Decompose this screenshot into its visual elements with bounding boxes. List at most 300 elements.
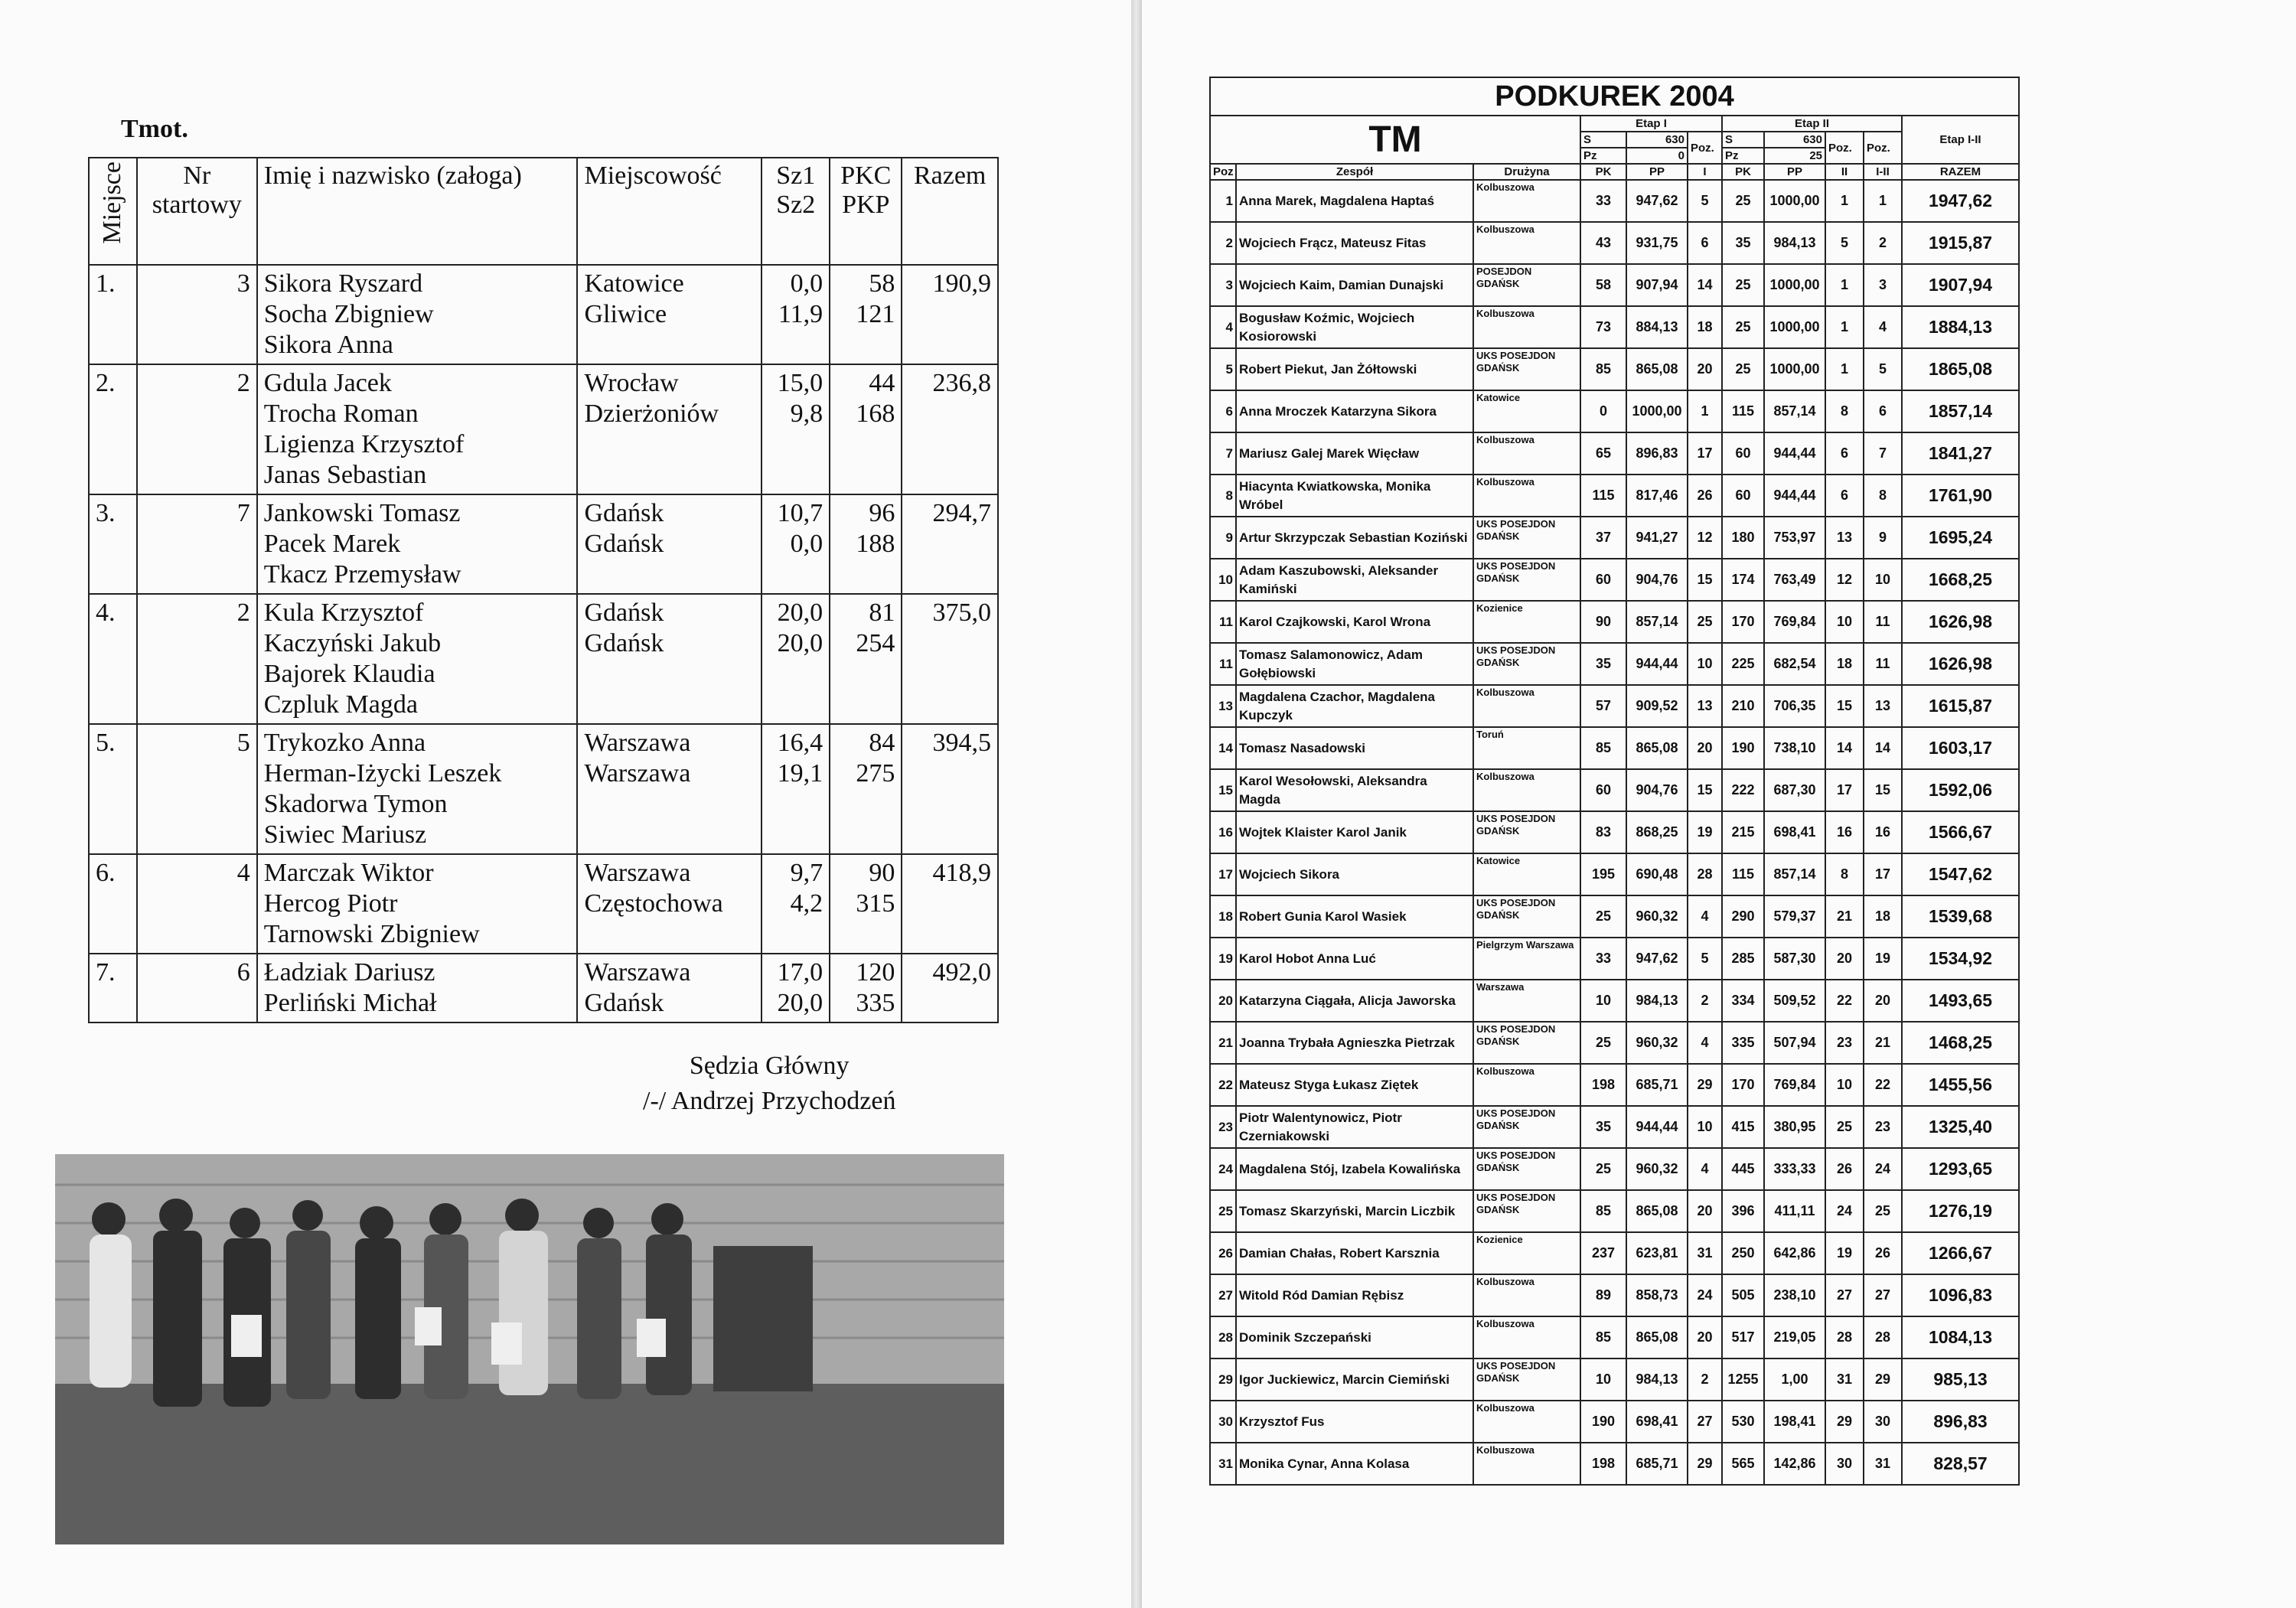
table-row: [1210, 853, 2019, 895]
row-pk: [830, 724, 902, 854]
etap1-header: Etap I: [1580, 116, 1722, 132]
row-pp1: 817,46: [1626, 475, 1688, 517]
row-sz: [762, 954, 830, 1023]
row-poz1: 17: [1688, 432, 1722, 475]
row-pk1: 195: [1580, 853, 1626, 895]
row-pk2: 1255: [1722, 1358, 1764, 1401]
row-names: Wojciech Frącz, Mateusz Fitas: [1236, 222, 1473, 264]
row-pp1: 960,32: [1626, 895, 1688, 938]
row-pk1: 190: [1580, 1401, 1626, 1443]
row-pk1: 43: [1580, 222, 1626, 264]
row-pk1: 60: [1580, 769, 1626, 811]
row-pp1: 947,62: [1626, 938, 1688, 980]
row-names: Mateusz Styga Łukasz Ziętek: [1236, 1064, 1473, 1106]
col-poz2: II: [1825, 164, 1864, 180]
row-pp2: 857,14: [1764, 853, 1825, 895]
row-names-line: Czpluk Magda: [263, 690, 418, 719]
row-sz-line: 11,9: [778, 300, 823, 328]
row-poz1: 6: [1688, 222, 1722, 264]
row-poz1: 14: [1688, 264, 1722, 306]
row-towns: [577, 724, 762, 854]
row-poz2: 20: [1825, 938, 1864, 980]
row-names: Krzysztof Fus: [1236, 1401, 1473, 1443]
table-row: [89, 494, 998, 594]
row-sz-line: 20,0: [777, 989, 823, 1017]
row-razem: 1841,27: [1902, 432, 2019, 475]
row-team: Katowice: [1473, 390, 1580, 432]
row-pk1: 198: [1580, 1064, 1626, 1106]
row-towns-line: Warszawa: [584, 759, 691, 788]
row-pk2: 190: [1722, 727, 1764, 769]
row-poz: 22: [1210, 1064, 1236, 1106]
row-poz2: 8: [1825, 390, 1864, 432]
row-names: Karol Hobot Anna Luć: [1236, 938, 1473, 980]
row-miejsce: 7.: [89, 954, 137, 1023]
row-pk2: 60: [1722, 475, 1764, 517]
row-names: Wojtek Klaister Karol Janik: [1236, 811, 1473, 853]
row-team: Kolbuszowa: [1473, 180, 1580, 222]
table-row: [1210, 306, 2019, 348]
left-table-body: [89, 265, 998, 1023]
table-row: [1210, 1316, 2019, 1358]
row-pp2: 698,41: [1764, 811, 1825, 853]
row-pk2: 445: [1722, 1148, 1764, 1190]
row-razem: 394,5: [902, 724, 998, 854]
row-sz-line: 0,0: [790, 530, 823, 558]
row-sz: [762, 724, 830, 854]
row-razem: 492,0: [902, 954, 998, 1023]
row-razem: 418,9: [902, 854, 998, 954]
row-pp1: 865,08: [1626, 1316, 1688, 1358]
row-pk1: 37: [1580, 517, 1626, 559]
row-poz1: 2: [1688, 980, 1722, 1022]
row-pk2: 115: [1722, 853, 1764, 895]
row-razem: 1626,98: [1902, 601, 2019, 643]
row-team: UKS POSEJDON GDAŃSK: [1473, 559, 1580, 601]
row-towns-line: Częstochowa: [584, 889, 723, 918]
pz1-value: 0: [1626, 148, 1688, 164]
row-pk-line: 121: [856, 300, 895, 328]
row-miejsce: 5.: [89, 724, 137, 854]
podkurek-results-table: [1209, 77, 2020, 1486]
row-pk-line: 275: [856, 759, 895, 788]
row-pk-line: 96: [869, 499, 895, 527]
table-row: [1210, 1064, 2019, 1106]
row-poz: 5: [1210, 348, 1236, 390]
row-sz: [762, 265, 830, 364]
row-names-line: Sikora Anna: [263, 331, 393, 359]
row-names: Piotr Walentynowicz, Piotr Czerniakowski: [1236, 1106, 1473, 1148]
row-names-line: Gdula Jacek: [263, 369, 392, 397]
row-razem: 1534,92: [1902, 938, 2019, 980]
row-pk1: 73: [1580, 306, 1626, 348]
header-miejsce: Miejsce: [89, 158, 137, 265]
row-sz-line: 15,0: [777, 369, 823, 397]
table-row: [1210, 1401, 2019, 1443]
row-razem: 1695,24: [1902, 517, 2019, 559]
tmot-results-table: [88, 157, 999, 1023]
row-team: Kolbuszowa: [1473, 769, 1580, 811]
row-razem: 1266,67: [1902, 1232, 2019, 1274]
row-team: Katowice: [1473, 853, 1580, 895]
row-pp1: 685,71: [1626, 1443, 1688, 1485]
row-poz2: 1: [1825, 306, 1864, 348]
row-pk1: 65: [1580, 432, 1626, 475]
s1-label: S: [1580, 132, 1626, 148]
row-poz: 10: [1210, 559, 1236, 601]
row-poz2: 26: [1825, 1148, 1864, 1190]
table-row: [1210, 559, 2019, 601]
row-poz12: 1: [1864, 180, 1902, 222]
col-poz12: I-II: [1864, 164, 1902, 180]
row-pk1: 85: [1580, 1316, 1626, 1358]
row-poz: 17: [1210, 853, 1236, 895]
row-poz12: 29: [1864, 1358, 1902, 1401]
row-poz12: 6: [1864, 390, 1902, 432]
row-poz12: 31: [1864, 1443, 1902, 1485]
row-poz1: 25: [1688, 601, 1722, 643]
row-names-line: Skadorwa Tymon: [263, 790, 448, 818]
row-towns-line: Gdańsk: [584, 989, 664, 1017]
row-pp2: 1000,00: [1764, 306, 1825, 348]
row-names: Magdalena Stój, Izabela Kowalińska: [1236, 1148, 1473, 1190]
row-pk: [830, 854, 902, 954]
row-poz2: 23: [1825, 1022, 1864, 1064]
row-sz-line: 9,8: [790, 400, 823, 428]
table-row: [1210, 1190, 2019, 1232]
row-team: Kolbuszowa: [1473, 685, 1580, 727]
row-poz2: 18: [1825, 643, 1864, 685]
row-pp2: 984,13: [1764, 222, 1825, 264]
row-pp1: 947,62: [1626, 180, 1688, 222]
row-pp2: 706,35: [1764, 685, 1825, 727]
row-poz2: 1: [1825, 180, 1864, 222]
row-nr: 2: [137, 364, 257, 494]
row-razem: 1547,62: [1902, 853, 2019, 895]
row-pk2: 335: [1722, 1022, 1764, 1064]
row-pk2: 170: [1722, 1064, 1764, 1106]
row-names: Damian Chałas, Robert Karsznia: [1236, 1232, 1473, 1274]
row-sz: [762, 594, 830, 724]
row-team: Kolbuszowa: [1473, 1274, 1580, 1316]
row-names: Robert Piekut, Jan Żółtowski: [1236, 348, 1473, 390]
row-poz: 9: [1210, 517, 1236, 559]
row-towns: [577, 494, 762, 594]
row-pk2: 25: [1722, 180, 1764, 222]
row-pk1: 35: [1580, 643, 1626, 685]
row-pp1: 698,41: [1626, 1401, 1688, 1443]
row-sz-line: 10,7: [777, 499, 823, 527]
row-poz1: 10: [1688, 1106, 1722, 1148]
row-team: Kolbuszowa: [1473, 475, 1580, 517]
row-poz1: 1: [1688, 390, 1722, 432]
row-razem: 1915,87: [1902, 222, 2019, 264]
row-pp2: 687,30: [1764, 769, 1825, 811]
row-pk: [830, 265, 902, 364]
row-pk1: 10: [1580, 1358, 1626, 1401]
row-pp2: 333,33: [1764, 1148, 1825, 1190]
row-pp2: 944,44: [1764, 475, 1825, 517]
row-pk1: 58: [1580, 264, 1626, 306]
table-row: [1210, 264, 2019, 306]
row-poz: 13: [1210, 685, 1236, 727]
row-sz: [762, 494, 830, 594]
row-names: Magdalena Czachor, Magdalena Kupczyk: [1236, 685, 1473, 727]
row-pp1: 896,83: [1626, 432, 1688, 475]
row-razem: 1096,83: [1902, 1274, 2019, 1316]
row-names: Tomasz Skarzyński, Marcin Liczbik: [1236, 1190, 1473, 1232]
row-pk1: 25: [1580, 1148, 1626, 1190]
row-names-line: Ładziak Dariusz: [263, 958, 435, 987]
row-pk1: 83: [1580, 811, 1626, 853]
row-towns-line: Warszawa: [584, 729, 691, 757]
row-names: Wojciech Sikora: [1236, 853, 1473, 895]
row-poz1: 13: [1688, 685, 1722, 727]
row-team: Kolbuszowa: [1473, 1401, 1580, 1443]
row-sz-line: 0,0: [790, 269, 823, 298]
row-pp1: 623,81: [1626, 1232, 1688, 1274]
row-towns-line: Gdańsk: [584, 530, 664, 558]
row-razem: 1493,65: [1902, 980, 2019, 1022]
row-miejsce: 4.: [89, 594, 137, 724]
table-row: [89, 854, 998, 954]
row-poz1: 28: [1688, 853, 1722, 895]
row-pp1: 941,27: [1626, 517, 1688, 559]
row-poz12: 25: [1864, 1190, 1902, 1232]
col-poz1: I: [1688, 164, 1722, 180]
row-miejsce: 6.: [89, 854, 137, 954]
row-pk2: 215: [1722, 811, 1764, 853]
left-table-title: Tmot.: [121, 115, 188, 143]
row-nr: 7: [137, 494, 257, 594]
row-poz2: 29: [1825, 1401, 1864, 1443]
row-names: [257, 494, 578, 594]
row-razem: 1907,94: [1902, 264, 2019, 306]
row-razem: 375,0: [902, 594, 998, 724]
row-names-line: Sikora Ryszard: [263, 269, 423, 298]
row-poz1: 5: [1688, 180, 1722, 222]
row-razem: 1615,87: [1902, 685, 2019, 727]
row-pk2: 334: [1722, 980, 1764, 1022]
row-names: Karol Czajkowski, Karol Wrona: [1236, 601, 1473, 643]
header-razem: Razem: [902, 158, 998, 265]
row-poz12: 13: [1864, 685, 1902, 727]
row-team: Kozienice: [1473, 1232, 1580, 1274]
row-towns-line: Gliwice: [584, 300, 667, 328]
row-pp1: 865,08: [1626, 727, 1688, 769]
table-row: [89, 265, 998, 364]
row-pp2: 198,41: [1764, 1401, 1825, 1443]
row-names: Hiacynta Kwiatkowska, Monika Wróbel: [1236, 475, 1473, 517]
row-pk1: 25: [1580, 895, 1626, 938]
row-team: Kolbuszowa: [1473, 306, 1580, 348]
row-pp1: 907,94: [1626, 264, 1688, 306]
row-team: Warszawa: [1473, 980, 1580, 1022]
row-sz-line: 19,1: [777, 759, 823, 788]
row-names: Anna Mroczek Katarzyna Sikora: [1236, 390, 1473, 432]
row-poz12: 24: [1864, 1148, 1902, 1190]
row-razem: 985,13: [1902, 1358, 2019, 1401]
row-pk2: 250: [1722, 1232, 1764, 1274]
row-poz: 26: [1210, 1232, 1236, 1274]
col-zespol: Zespół: [1236, 164, 1473, 180]
col-druzyna: Drużyna: [1473, 164, 1580, 180]
row-miejsce: 2.: [89, 364, 137, 494]
s1-value: 630: [1626, 132, 1688, 148]
row-team: UKS POSEJDON GDAŃSK: [1473, 1190, 1580, 1232]
row-poz12: 18: [1864, 895, 1902, 938]
row-poz2: 19: [1825, 1232, 1864, 1274]
row-pp1: 865,08: [1626, 348, 1688, 390]
row-pk1: 0: [1580, 390, 1626, 432]
row-poz: 11: [1210, 643, 1236, 685]
row-nr: 6: [137, 954, 257, 1023]
table-row: [1210, 1106, 2019, 1148]
pz1-label: Pz: [1580, 148, 1626, 164]
row-pk1: 85: [1580, 1190, 1626, 1232]
row-pk-line: 254: [856, 629, 895, 657]
row-towns: [577, 364, 762, 494]
row-pp1: 1000,00: [1626, 390, 1688, 432]
row-pp1: 685,71: [1626, 1064, 1688, 1106]
row-poz1: 29: [1688, 1064, 1722, 1106]
row-poz12: 4: [1864, 306, 1902, 348]
row-team: Kolbuszowa: [1473, 222, 1580, 264]
row-poz1: 20: [1688, 348, 1722, 390]
row-poz12: 14: [1864, 727, 1902, 769]
row-pp2: 1,00: [1764, 1358, 1825, 1401]
row-team: UKS POSEJDON GDAŃSK: [1473, 1358, 1580, 1401]
row-poz2: 16: [1825, 811, 1864, 853]
row-pk2: 505: [1722, 1274, 1764, 1316]
table-row: [89, 724, 998, 854]
table-row: [1210, 180, 2019, 222]
row-team: Kolbuszowa: [1473, 1316, 1580, 1358]
row-pk2: 25: [1722, 264, 1764, 306]
row-poz: 4: [1210, 306, 1236, 348]
row-towns-line: Dzierżoniów: [584, 400, 719, 428]
row-poz: 28: [1210, 1316, 1236, 1358]
row-pk-line: 335: [856, 989, 895, 1017]
row-pp2: 1000,00: [1764, 264, 1825, 306]
row-names-line: Hercog Piotr: [263, 889, 398, 918]
header-pk: PKC PKP: [830, 158, 902, 265]
row-poz2: 1: [1825, 264, 1864, 306]
row-pp2: 380,95: [1764, 1106, 1825, 1148]
row-razem: 1865,08: [1902, 348, 2019, 390]
row-team: Kolbuszowa: [1473, 1443, 1580, 1485]
row-pp1: 904,76: [1626, 559, 1688, 601]
row-poz2: 28: [1825, 1316, 1864, 1358]
row-pk: [830, 364, 902, 494]
row-razem: 1293,65: [1902, 1148, 2019, 1190]
col-pp2: PP: [1764, 164, 1825, 180]
row-razem: 1276,19: [1902, 1190, 2019, 1232]
row-names: Wojciech Kaim, Damian Dunajski: [1236, 264, 1473, 306]
row-nr: 5: [137, 724, 257, 854]
row-pp1: 690,48: [1626, 853, 1688, 895]
row-names: Joanna Trybała Agnieszka Pietrzak: [1236, 1022, 1473, 1064]
row-sz-line: 16,4: [777, 729, 823, 757]
table-row: [1210, 980, 2019, 1022]
row-pp2: 238,10: [1764, 1274, 1825, 1316]
row-poz1: 29: [1688, 1443, 1722, 1485]
poz2-label: Poz.: [1825, 132, 1864, 164]
row-pp2: 738,10: [1764, 727, 1825, 769]
row-pk2: 35: [1722, 222, 1764, 264]
row-names: Karol Wesołowski, Aleksandra Magda: [1236, 769, 1473, 811]
row-sz-line: 17,0: [777, 958, 823, 987]
row-names-line: Socha Zbigniew: [263, 300, 434, 328]
row-names: Tomasz Nasadowski: [1236, 727, 1473, 769]
row-razem: 896,83: [1902, 1401, 2019, 1443]
row-poz12: 19: [1864, 938, 1902, 980]
table-row: [89, 954, 998, 1023]
row-miejsce: 1.: [89, 265, 137, 364]
row-miejsce: 3.: [89, 494, 137, 594]
row-names: Mariusz Galej Marek Więcław: [1236, 432, 1473, 475]
row-towns-line: Gdańsk: [584, 629, 664, 657]
row-names-line: Perliński Michał: [263, 989, 437, 1017]
row-pk2: 25: [1722, 348, 1764, 390]
row-poz12: 28: [1864, 1316, 1902, 1358]
row-team: POSEJDON GDAŃSK: [1473, 264, 1580, 306]
row-names-line: Trykozko Anna: [263, 729, 426, 757]
row-poz1: 2: [1688, 1358, 1722, 1401]
row-poz12: 15: [1864, 769, 1902, 811]
podkurek-title: PODKUREK 2004: [1210, 77, 2019, 116]
row-pp1: 984,13: [1626, 1358, 1688, 1401]
row-razem: 1325,40: [1902, 1106, 2019, 1148]
row-razem: 294,7: [902, 494, 998, 594]
poz1-label: Poz.: [1688, 132, 1722, 164]
row-pp1: 960,32: [1626, 1022, 1688, 1064]
table-row: [1210, 727, 2019, 769]
row-pp1: 884,13: [1626, 306, 1688, 348]
row-pk2: 396: [1722, 1190, 1764, 1232]
s2-value: 630: [1764, 132, 1825, 148]
row-names: [257, 724, 578, 854]
row-pp1: 868,25: [1626, 811, 1688, 853]
row-poz: 19: [1210, 938, 1236, 980]
row-poz1: 15: [1688, 769, 1722, 811]
row-names-line: Kaczyński Jakub: [263, 629, 442, 657]
row-poz2: 6: [1825, 432, 1864, 475]
row-pk1: 115: [1580, 475, 1626, 517]
table-row: [1210, 938, 2019, 980]
row-poz2: 8: [1825, 853, 1864, 895]
row-sz-line: 4,2: [790, 889, 823, 918]
row-names: [257, 954, 578, 1023]
row-pk2: 225: [1722, 643, 1764, 685]
row-pk-line: 58: [869, 269, 895, 298]
row-poz2: 10: [1825, 601, 1864, 643]
table-row: [1210, 1274, 2019, 1316]
row-razem: 1539,68: [1902, 895, 2019, 938]
row-team: Kolbuszowa: [1473, 432, 1580, 475]
row-poz12: 10: [1864, 559, 1902, 601]
row-towns-line: Gdańsk: [584, 599, 664, 627]
row-pk-line: 90: [869, 859, 895, 887]
row-poz12: 23: [1864, 1106, 1902, 1148]
row-names: Anna Marek, Magdalena Haptaś: [1236, 180, 1473, 222]
row-poz2: 15: [1825, 685, 1864, 727]
row-names-line: Siwiec Mariusz: [263, 820, 427, 849]
table-row: [1210, 222, 2019, 264]
row-nr: 4: [137, 854, 257, 954]
row-pp2: 753,97: [1764, 517, 1825, 559]
table-row: [1210, 390, 2019, 432]
